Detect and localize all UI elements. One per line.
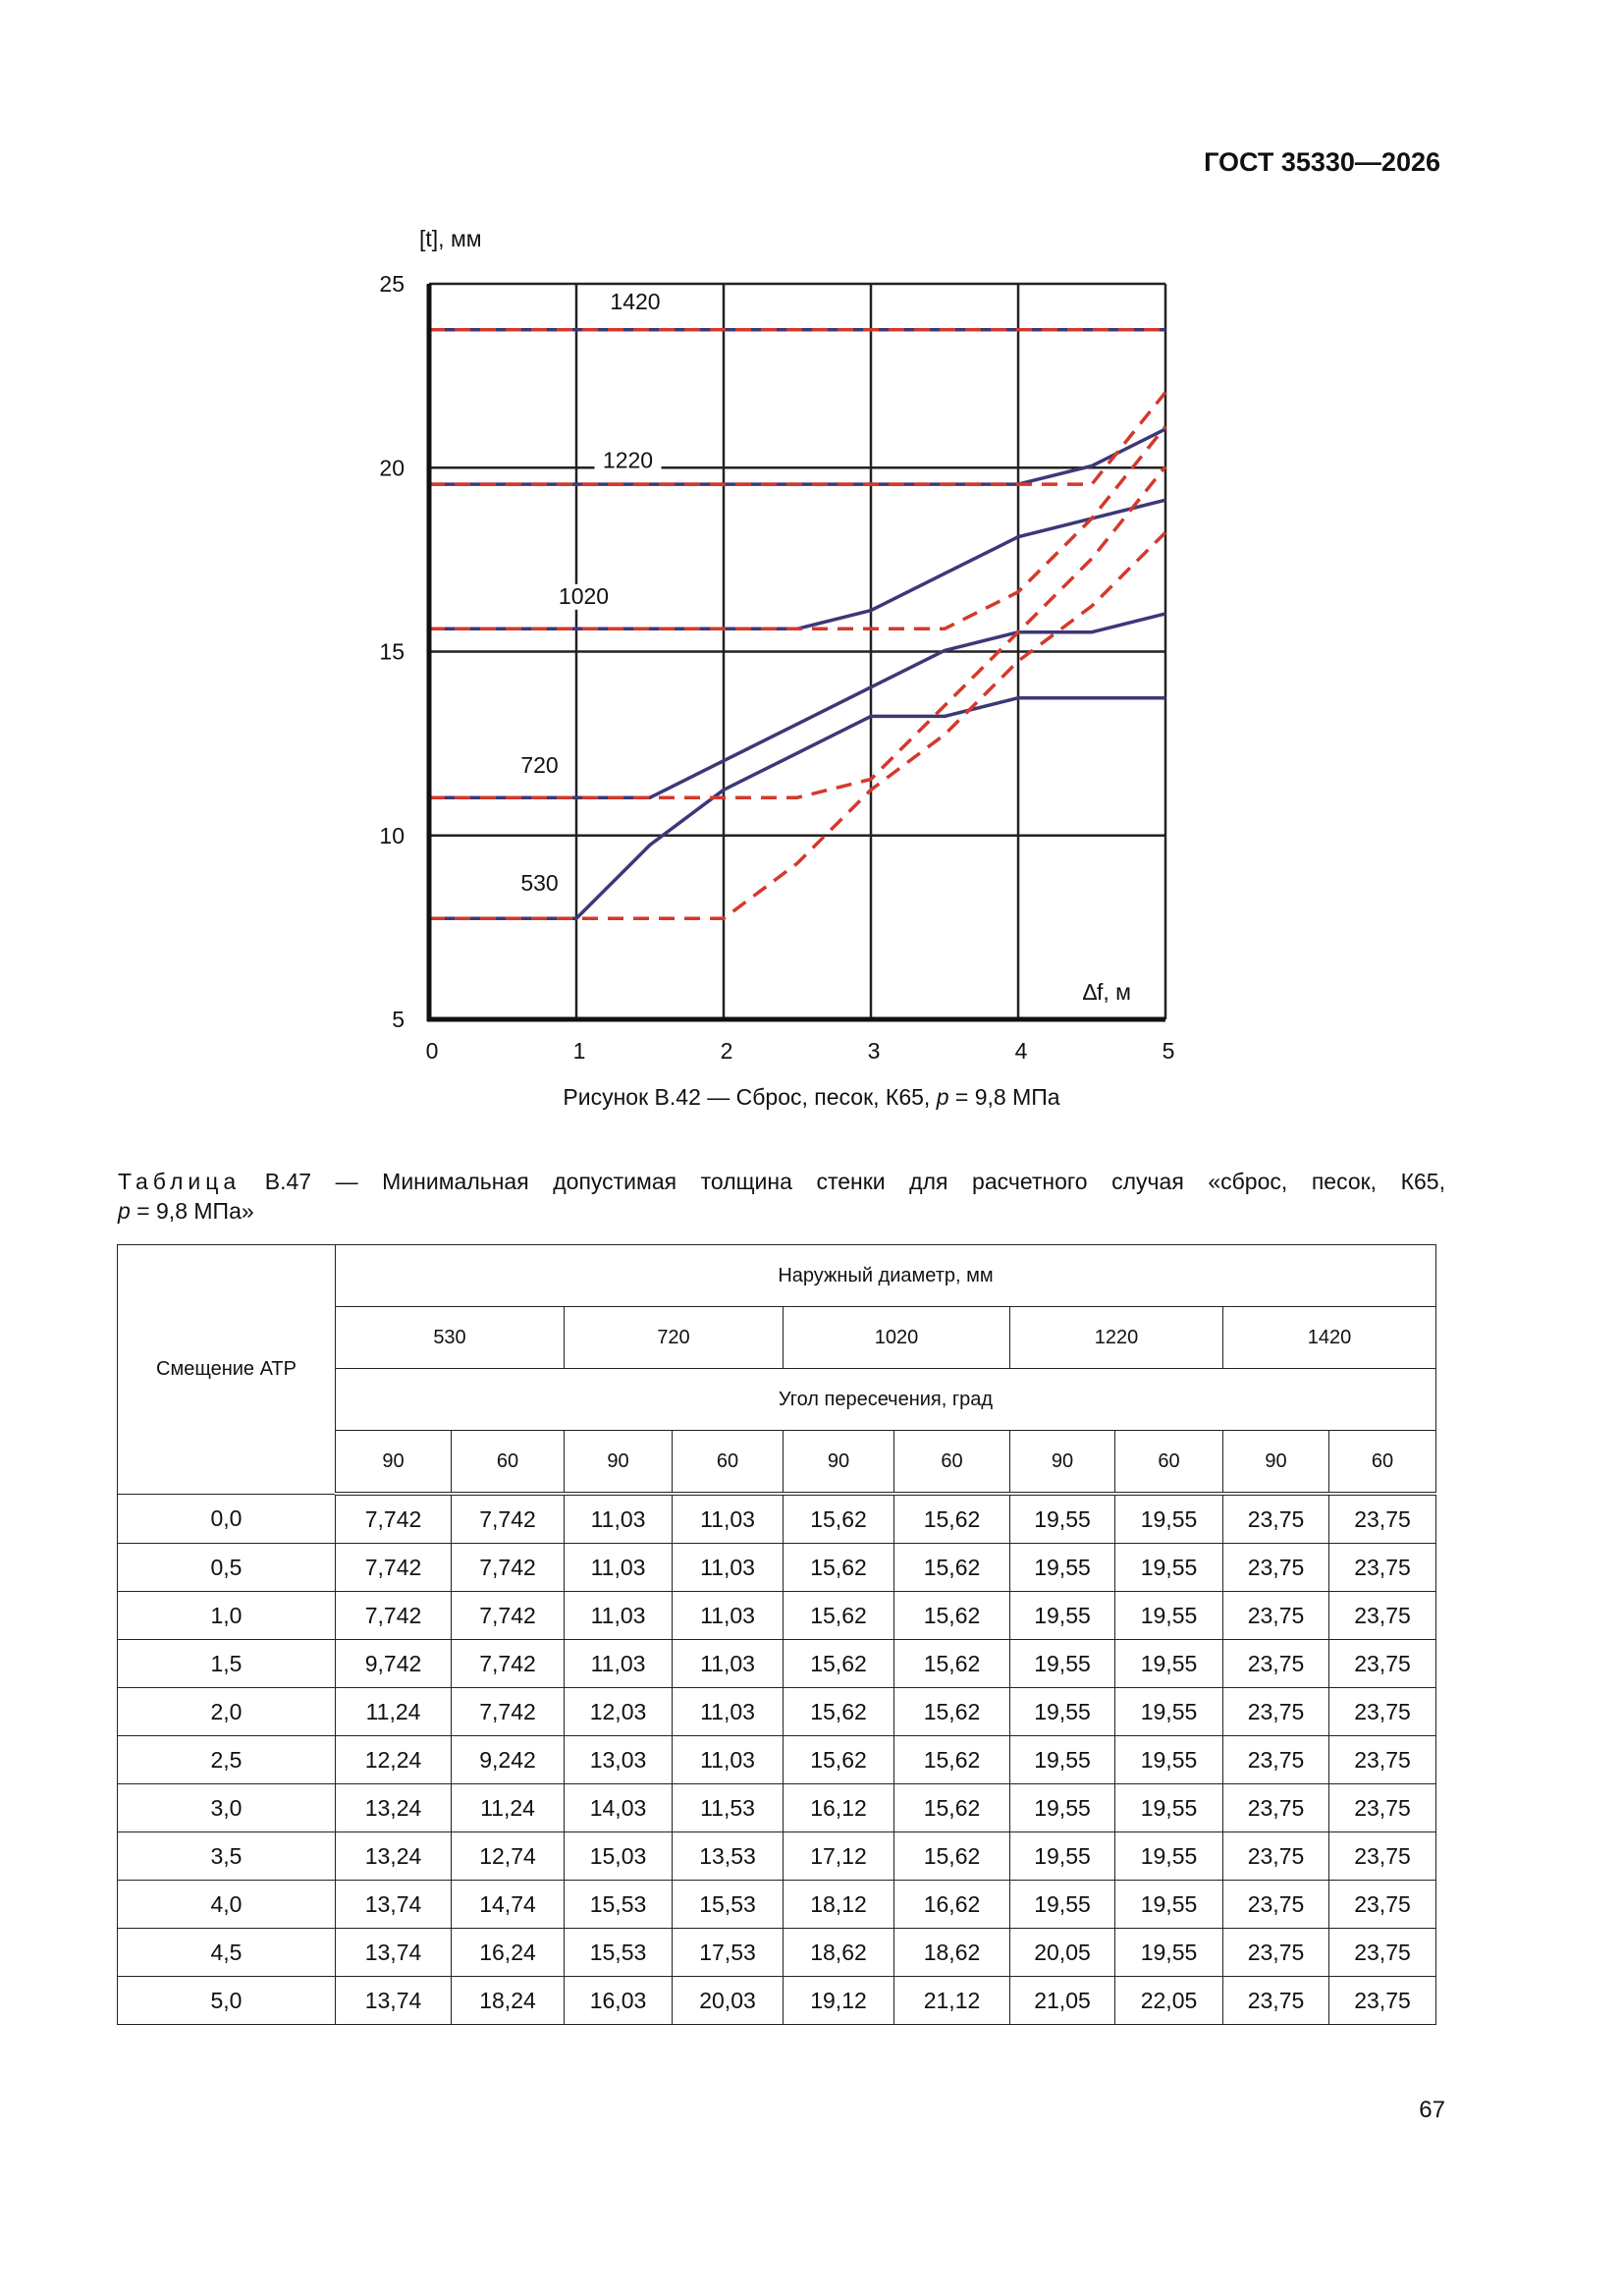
value-cell: 15,53 — [565, 1881, 673, 1929]
value-cell: 23,75 — [1329, 1592, 1436, 1640]
row-header-cell: Смещение АТР — [118, 1245, 336, 1495]
diameter-cell: 1220 — [1010, 1307, 1223, 1369]
angle-cell: 60 — [452, 1431, 565, 1495]
value-cell: 15,62 — [784, 1688, 894, 1736]
x-axis-label: ∆f, м — [1082, 979, 1131, 1005]
value-cell: 13,74 — [336, 1977, 452, 2025]
table-row — [118, 1640, 1436, 1688]
value-cell: 11,03 — [673, 1688, 784, 1736]
value-cell: 11,03 — [673, 1544, 784, 1592]
offset-cell: 5,0 — [118, 1977, 336, 2025]
value-cell: 23,75 — [1223, 1929, 1329, 1977]
value-cell: 11,03 — [565, 1592, 673, 1640]
value-cell: 18,62 — [894, 1929, 1010, 1977]
x-tick-label: 4 — [1014, 1038, 1028, 1064]
y-tick-label: 15 — [379, 638, 405, 665]
diameter-cell: 720 — [565, 1307, 784, 1369]
curve-label: 1420 — [610, 289, 661, 315]
value-cell: 15,62 — [894, 1688, 1010, 1736]
value-cell: 15,62 — [784, 1736, 894, 1784]
value-cell: 15,62 — [894, 1736, 1010, 1784]
value-cell: 11,03 — [565, 1544, 673, 1592]
value-cell: 19,55 — [1010, 1494, 1115, 1544]
offset-cell: 3,5 — [118, 1832, 336, 1881]
value-cell: 19,55 — [1115, 1881, 1223, 1929]
value-cell: 19,55 — [1010, 1688, 1115, 1736]
x-tick-label: 5 — [1162, 1038, 1175, 1064]
value-cell: 19,55 — [1115, 1736, 1223, 1784]
value-cell: 11,24 — [452, 1784, 565, 1832]
value-cell: 15,62 — [784, 1494, 894, 1544]
value-cell: 20,03 — [673, 1977, 784, 2025]
value-cell: 15,62 — [894, 1784, 1010, 1832]
table-row — [118, 1544, 1436, 1592]
table-row — [118, 1929, 1436, 1977]
value-cell: 16,62 — [894, 1881, 1010, 1929]
chart-grid — [429, 284, 1165, 1019]
value-cell: 23,75 — [1329, 1494, 1436, 1544]
value-cell: 19,55 — [1010, 1881, 1115, 1929]
value-cell: 16,03 — [565, 1977, 673, 2025]
offset-cell: 1,0 — [118, 1592, 336, 1640]
value-cell: 23,75 — [1223, 1881, 1329, 1929]
value-cell: 19,55 — [1010, 1784, 1115, 1832]
value-cell: 15,62 — [894, 1640, 1010, 1688]
angle-cell: 60 — [894, 1431, 1010, 1495]
value-cell: 7,742 — [452, 1640, 565, 1688]
value-cell: 19,55 — [1115, 1688, 1223, 1736]
value-cell: 13,24 — [336, 1832, 452, 1881]
value-cell: 11,03 — [673, 1592, 784, 1640]
value-cell: 23,75 — [1223, 1977, 1329, 2025]
value-cell: 19,55 — [1115, 1929, 1223, 1977]
value-cell: 22,05 — [1115, 1977, 1223, 2025]
y-tick-label: 10 — [379, 822, 405, 848]
table-row — [118, 1688, 1436, 1736]
angle-cell: 90 — [1010, 1431, 1115, 1495]
angle-cell: 90 — [784, 1431, 894, 1495]
value-cell: 23,75 — [1223, 1688, 1329, 1736]
value-cell: 15,62 — [894, 1832, 1010, 1881]
table-row — [118, 1881, 1436, 1929]
table-title-line2: p = 9,8 МПа» — [118, 1198, 254, 1224]
value-cell: 15,03 — [565, 1832, 673, 1881]
diameter-cell: 530 — [336, 1307, 565, 1369]
offset-cell: 0,5 — [118, 1544, 336, 1592]
value-cell: 11,03 — [565, 1494, 673, 1544]
offset-cell: 3,0 — [118, 1784, 336, 1832]
series-line-1220-60 — [429, 393, 1165, 485]
value-cell: 23,75 — [1329, 1544, 1436, 1592]
value-cell: 23,75 — [1329, 1688, 1436, 1736]
table-body — [118, 1494, 1436, 2025]
value-cell: 23,75 — [1223, 1640, 1329, 1688]
value-cell: 7,742 — [336, 1544, 452, 1592]
series-line-1220-90 — [429, 429, 1165, 484]
value-cell: 21,12 — [894, 1977, 1010, 2025]
offset-cell: 2,0 — [118, 1688, 336, 1736]
value-cell: 16,24 — [452, 1929, 565, 1977]
table-row — [118, 1832, 1436, 1881]
angle-cell: 60 — [673, 1431, 784, 1495]
value-cell: 13,74 — [336, 1881, 452, 1929]
y-tick-label: 5 — [392, 1007, 405, 1032]
offset-cell: 4,0 — [118, 1881, 336, 1929]
value-cell: 7,742 — [452, 1688, 565, 1736]
value-cell: 15,62 — [894, 1544, 1010, 1592]
value-cell: 19,55 — [1010, 1592, 1115, 1640]
diameter-cell: 1020 — [784, 1307, 1010, 1369]
value-cell: 11,03 — [673, 1736, 784, 1784]
value-cell: 18,62 — [784, 1929, 894, 1977]
value-cell: 15,62 — [894, 1592, 1010, 1640]
value-cell: 19,55 — [1010, 1544, 1115, 1592]
value-cell: 19,12 — [784, 1977, 894, 2025]
value-cell: 19,55 — [1115, 1494, 1223, 1544]
value-cell: 19,55 — [1115, 1544, 1223, 1592]
value-cell: 23,75 — [1329, 1784, 1436, 1832]
curve-label: 530 — [520, 869, 559, 896]
value-cell: 12,03 — [565, 1688, 673, 1736]
thickness-chart — [0, 0, 1623, 1080]
value-cell: 19,55 — [1010, 1832, 1115, 1881]
value-cell: 15,62 — [894, 1494, 1010, 1544]
chart-series — [429, 330, 1165, 919]
x-tick-label: 2 — [720, 1038, 733, 1064]
angle-cell: 90 — [565, 1431, 673, 1495]
value-cell: 20,05 — [1010, 1929, 1115, 1977]
value-cell: 19,55 — [1010, 1736, 1115, 1784]
value-cell: 11,24 — [336, 1688, 452, 1736]
value-cell: 12,24 — [336, 1736, 452, 1784]
value-cell: 23,75 — [1329, 1736, 1436, 1784]
value-cell: 23,75 — [1223, 1544, 1329, 1592]
table-row — [118, 1784, 1436, 1832]
angle-cell: 60 — [1329, 1431, 1436, 1495]
diameter-cell: 1420 — [1223, 1307, 1436, 1369]
value-cell: 12,74 — [452, 1832, 565, 1881]
value-cell: 11,03 — [673, 1640, 784, 1688]
y-axis-label: [t], мм — [419, 226, 482, 251]
value-cell: 15,62 — [784, 1592, 894, 1640]
value-cell: 19,55 — [1115, 1832, 1223, 1881]
value-cell: 19,55 — [1115, 1640, 1223, 1688]
value-cell: 13,03 — [565, 1736, 673, 1784]
value-cell: 23,75 — [1223, 1494, 1329, 1544]
table-row — [118, 1736, 1436, 1784]
value-cell: 17,53 — [673, 1929, 784, 1977]
figure-caption: Рисунок В.42 — Сброс, песок, К65, p = 9,8 МПа — [563, 1084, 1060, 1110]
offset-cell: 1,5 — [118, 1640, 336, 1688]
value-cell: 16,12 — [784, 1784, 894, 1832]
value-cell: 23,75 — [1223, 1592, 1329, 1640]
value-cell: 7,742 — [452, 1592, 565, 1640]
value-cell: 17,12 — [784, 1832, 894, 1881]
value-cell: 15,53 — [565, 1929, 673, 1977]
y-tick-label: 25 — [379, 271, 405, 297]
value-cell: 7,742 — [452, 1544, 565, 1592]
value-cell: 23,75 — [1329, 1929, 1436, 1977]
value-cell: 7,742 — [452, 1494, 565, 1544]
x-tick-label: 1 — [572, 1038, 586, 1064]
y-tick-label: 20 — [379, 455, 405, 481]
table-row — [118, 1977, 1436, 2025]
table-row — [118, 1494, 1436, 1544]
table-title: Таблица В.47 — Минимальная допустимая толщина стенки для расчетного случая «сброс, песок, К65, — [118, 1169, 1445, 1194]
chart-labels — [379, 226, 1174, 1064]
value-cell: 19,55 — [1115, 1592, 1223, 1640]
value-cell: 13,74 — [336, 1929, 452, 1977]
x-tick-label: 3 — [867, 1038, 881, 1064]
value-cell: 15,53 — [673, 1881, 784, 1929]
value-cell: 7,742 — [336, 1494, 452, 1544]
value-cell: 15,62 — [784, 1544, 894, 1592]
value-cell: 23,75 — [1329, 1977, 1436, 2025]
diameter-header: Наружный диаметр, мм — [336, 1245, 1436, 1307]
value-cell: 9,742 — [336, 1640, 452, 1688]
value-cell: 13,53 — [673, 1832, 784, 1881]
offset-cell: 4,5 — [118, 1929, 336, 1977]
angle-cell: 60 — [1115, 1431, 1223, 1495]
value-cell: 18,12 — [784, 1881, 894, 1929]
value-cell: 23,75 — [1329, 1881, 1436, 1929]
standard-code: ГОСТ 35330—2026 — [1204, 147, 1440, 177]
angle-header: Угол пересечения, град — [336, 1369, 1436, 1431]
value-cell: 18,24 — [452, 1977, 565, 2025]
curve-label: 720 — [520, 752, 559, 779]
curve-label: 1220 — [602, 447, 654, 473]
value-cell: 11,03 — [565, 1640, 673, 1688]
angle-cell: 90 — [1223, 1431, 1329, 1495]
value-cell: 14,03 — [565, 1784, 673, 1832]
value-cell: 9,242 — [452, 1736, 565, 1784]
value-cell: 13,24 — [336, 1784, 452, 1832]
value-cell: 23,75 — [1329, 1640, 1436, 1688]
value-cell: 23,75 — [1329, 1832, 1436, 1881]
value-cell: 14,74 — [452, 1881, 565, 1929]
value-cell: 11,03 — [673, 1494, 784, 1544]
value-cell: 23,75 — [1223, 1832, 1329, 1881]
value-cell: 15,62 — [784, 1640, 894, 1688]
curve-label: 1020 — [558, 582, 610, 609]
series-line-1020-90 — [429, 500, 1165, 629]
value-cell: 19,55 — [1010, 1640, 1115, 1688]
value-cell: 19,55 — [1115, 1784, 1223, 1832]
offset-cell: 0,0 — [118, 1494, 336, 1544]
angle-cell: 90 — [336, 1431, 452, 1495]
value-cell: 23,75 — [1223, 1736, 1329, 1784]
value-cell: 7,742 — [336, 1592, 452, 1640]
offset-cell: 2,5 — [118, 1736, 336, 1784]
value-cell: 11,53 — [673, 1784, 784, 1832]
thickness-table — [117, 1244, 1436, 2025]
page-number: 67 — [1419, 2097, 1445, 2123]
value-cell: 23,75 — [1223, 1784, 1329, 1832]
table-row — [118, 1592, 1436, 1640]
value-cell: 21,05 — [1010, 1977, 1115, 2025]
x-tick-label: 0 — [425, 1038, 439, 1064]
